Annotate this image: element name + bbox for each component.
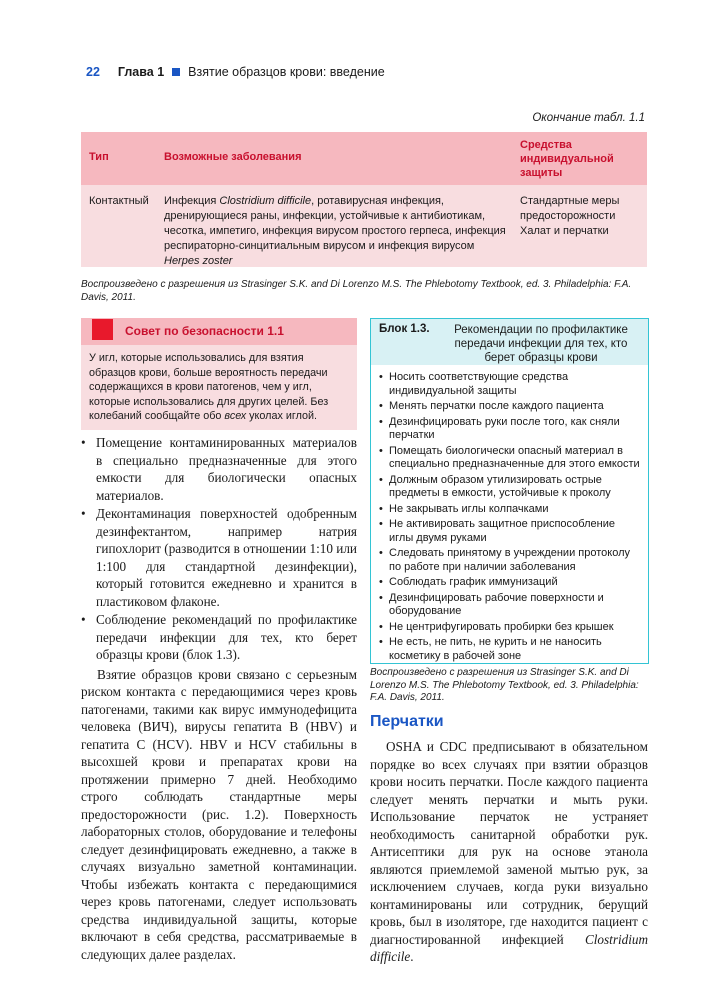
cell-diseases: Инфекция Clostridium difficile, ротавирусная инфекция, дренирующиеся раны, инфекции, устойчивые к антибиотикам, чесотка, импетиго, инфекция вирусом простого герпеса, инфекция респираторно-синцитиальным вирусом и инфекция вирусом Herpes zoster <box>164 195 506 267</box>
list-item: • Соблюдать график иммунизаций <box>379 576 641 590</box>
red-square-icon <box>92 319 113 340</box>
list-item: • Следовать принятому в учреждении протоколу по работе при наличии заболевания <box>379 547 641 574</box>
safety-tip-box <box>81 318 357 430</box>
table-credit: Воспроизведено с разрешения из Strasinger S.K. and Di Lorenzo M.S. The Phlebotomy Textbook, ed. 3. Philadelphia: F.A. Davis, 2011. <box>81 279 632 303</box>
body-paragraph: Взятие образцов крови связано с серьезным риском контакта с передающимися через кровь патогенами, такими как вирус иммунодефицита человека (ВИЧ), вирусы гепатита В (HBV) и гепатита С (HCV). HBV и HCV стабильны в высохшей крови и препаратах крови на протяжении примерно 7 дней. Необходимо строго соблюдать стандартные меры предосторожности (рис. 1.2). Поверхность лабораторных столов, оборудование и телефоны следует дезинфицировать ежедневно, а также в случаях визуально заметной контаминации. Чтобы избежать контакта с передающимися через кровь патогенами, следует использовать средства индивидуальной защиты, которые включают в себя средства, рассматриваемые в следующих далее разделах. <box>81 666 357 962</box>
list-item: • Помещать биологически опасный материал в специально предназначенные для этого емкости <box>379 445 641 472</box>
list-item: • Должным образом утилизировать острые предметы в емкости, устойчивые к проколу <box>379 474 641 501</box>
list-item: • Не активировать защитное приспособление иглы двумя руками <box>379 518 641 545</box>
list-item: • Не центрифугировать пробирки без крышек <box>379 621 641 635</box>
list-item: • Соблюдение рекомендаций по профилактике передачи инфекции для тех, кто берет образцы крови (блок 1.3). <box>81 611 357 664</box>
cell-type: Контактный <box>89 195 149 207</box>
list-item: • Помещение контаминированных материалов в специально предназначенные для этого емкости для биологически опасных материалов. <box>81 434 357 504</box>
box-1-3 <box>370 318 649 664</box>
box-1-3-header <box>371 319 648 365</box>
table-continuation-caption: Окончание табл. 1.1 <box>532 112 645 124</box>
box-1-3-label: Блок 1.3. <box>379 323 430 335</box>
list-item: • Носить соответствующие средства индивидуальной защиты <box>379 371 641 398</box>
box-1-3-credit: Воспроизведено с разрешения из Strasinger S.K. and Di Lorenzo M.S. The Phlebotomy Textbook, ed. 3. Philadelphia: F.A. Davis, 2011. <box>370 667 639 703</box>
left-column-text <box>81 434 357 963</box>
section-heading-gloves: Перчатки <box>370 713 444 730</box>
page-number: 22 <box>86 65 100 79</box>
table-header-row <box>81 132 647 185</box>
list-item: • Дезинфицировать руки после того, как сняли перчатки <box>379 416 641 443</box>
list-item: • Деконтаминация поверхностей одобренным дезинфектантом, например натрия гипохлорит (разводится в отношении 1:10 или 1:100 для стандартной дезинфекции), который готовится ежедневно и хранится в пластиковом флаконе. <box>81 505 357 610</box>
chapter-label: Глава 1 <box>117 65 165 79</box>
list-item: • Не закрывать иглы колпачками <box>379 503 641 517</box>
list-item: • Не есть, не пить, не курить и не наносить косметику в рабочей зоне <box>379 636 641 663</box>
table-header-diseases: Возможные заболевания <box>164 151 302 163</box>
table-row <box>81 185 647 267</box>
left-bullet-list <box>81 434 357 664</box>
running-head <box>86 65 385 79</box>
safety-tip-body: У игл, которые использовались для взятия образцов крови, больше вероятность передачи содержащихся в крови патогенов, чем у игл, которые использовались для других целей. Без колебаний сообщайте обо всех уколах иглой. <box>89 352 329 422</box>
list-item: • Дезинфицировать рабочие поверхности и оборудование <box>379 592 641 619</box>
chapter-title: Взятие образцов крови: введение <box>188 65 385 79</box>
table-1-1 <box>81 132 647 267</box>
box-1-3-list <box>379 371 641 665</box>
box-1-3-title: Рекомендации по профилактике передачи инфекции для тех, кто берет образцы крови <box>454 324 628 364</box>
table-header-protection: Средства индивидуальной защиты <box>520 139 614 179</box>
table-header-type: Тип <box>89 151 109 163</box>
cell-protection: Стандартные меры предосторожности Халат и перчатки <box>520 195 620 237</box>
gloves-paragraph: OSHA и CDC предписывают в обязательном порядке во всех случаях при взятии образцов крови носить перчатки. После каждого пациента следует менять перчатки и мыть руки. Использование перчаток не устраняет необходимость санитарной обработки рук. Антисептики для рук на основе этанола являются приемлемой заменой мытью рук, за исключением случаев, когда руки визуально контаминированы или сотрудник, берущий кровь, был в изоляторе, где находится пациент с диагностированной инфекцией Clostridium difficile. <box>370 739 648 964</box>
square-bullet-icon <box>172 68 180 76</box>
safety-tip-title: Совет по безопасности 1.1 <box>125 324 284 338</box>
list-item: • Менять перчатки после каждого пациента <box>379 400 641 414</box>
